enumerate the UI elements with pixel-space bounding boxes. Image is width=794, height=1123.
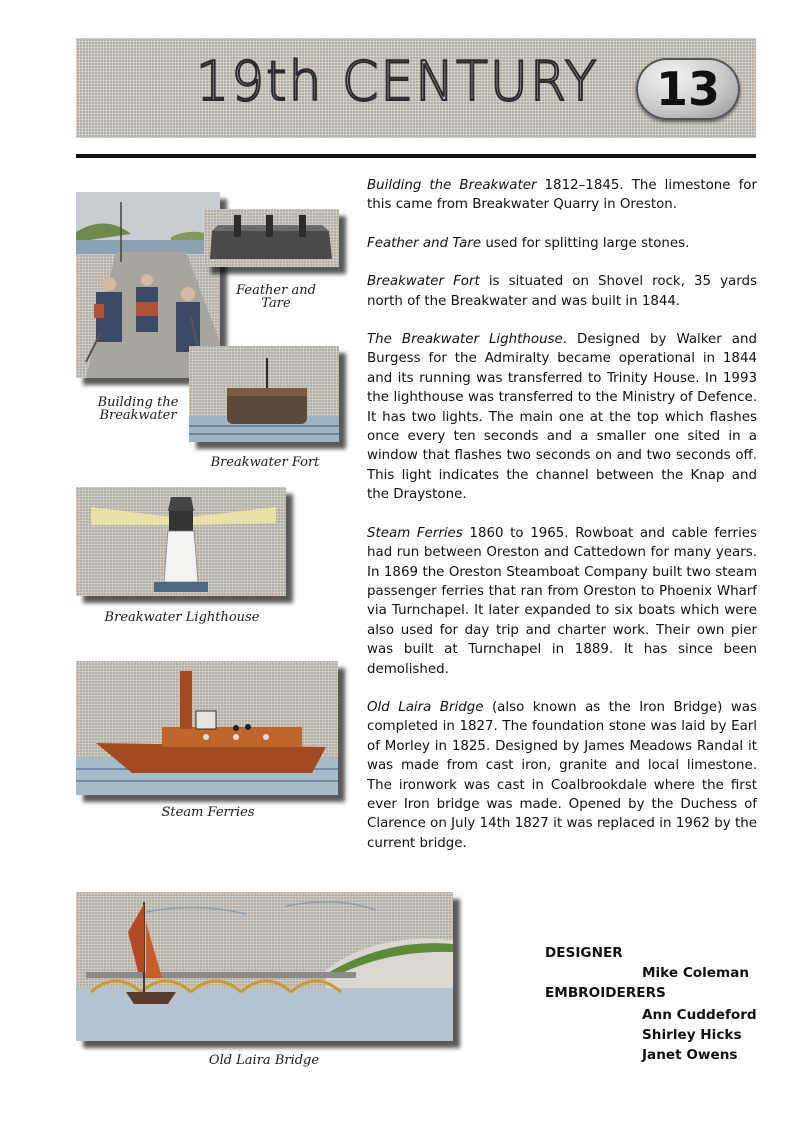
page-title: 19th CENTURY	[196, 50, 599, 114]
article-text	[367, 176, 757, 872]
caption-line: Building the	[97, 395, 179, 410]
paragraph-title: Breakwater Fort	[367, 274, 480, 290]
paragraph-title: Old Laira Bridge	[367, 699, 484, 715]
caption-breakwater-fort: Breakwater Fort	[210, 455, 320, 470]
paragraph-body: 1812–1845. The limestone for this came from Breakwater Quarry in Oreston.	[367, 178, 757, 213]
paragraph-body: is situated on Shovel rock, 35 yards north of the Breakwater and was built in 1844.	[367, 274, 757, 309]
paragraph-old-laira-bridge	[367, 698, 757, 853]
designer-name: Mike Coleman	[642, 965, 750, 981]
paragraph-body: 1860 to 1965. Rowboat and cable ferries had run between Oreston and Cattedown for many years. In 1869 the Oreston Steamboat Company built two steam passenger ferries that ran from Oreston to Phoenix Wharf via Turnchapel. It later expanded to six boats which were also used for day trip and charter work. Their own pier was built at Turnchapel in 1889. It has since been demolished.	[367, 525, 758, 677]
paragraph-breakwater-lighthouse	[367, 330, 757, 505]
paragraph-title: Feather and Tare	[367, 235, 482, 251]
caption-line: Breakwater	[99, 408, 177, 423]
breakwater-lighthouse-image	[76, 487, 286, 596]
old-laira-bridge-image	[76, 892, 453, 1041]
embroiderer-name: Janet Owens	[642, 1047, 738, 1063]
paragraph-building-breakwater	[367, 176, 757, 215]
paragraph-steam-ferries	[367, 524, 757, 679]
paragraph-body: (also known as the Iron Bridge) was completed in 1827. The foundation stone was laid by Earl of Morley in 1825. Designed by James Meadows Randal it was made from cast iron, granite and local limestone. The ironwork was cast in Coalbrookdale where the first ever Iron bridge was made. Opened by the Duchess of Clarence on July 14th 1827 it was replaced in 1962 by the current bridge.	[367, 699, 757, 851]
paragraph-title: The Breakwater Lighthouse	[367, 332, 563, 348]
page-number-badge: 13	[636, 58, 740, 120]
caption-breakwater-lighthouse: Breakwater Lighthouse	[104, 610, 260, 625]
feather-tare-image	[204, 209, 339, 267]
caption-line: Feather and	[236, 283, 316, 298]
embroiderer-name: Ann Cuddeford	[642, 1007, 757, 1023]
paragraph-feather-tare	[367, 234, 757, 253]
paragraph-title: Steam Ferries	[367, 525, 463, 541]
paragraph-title: Building the Breakwater	[367, 178, 537, 193]
caption-line: Tare	[261, 296, 291, 311]
embroiderer-name: Shirley Hicks	[642, 1027, 742, 1043]
paragraph-breakwater-fort	[367, 272, 757, 311]
embroiderers-label: EMBROIDERERS	[545, 985, 666, 1001]
breakwater-fort-image	[189, 346, 339, 442]
caption-old-laira-bridge: Old Laira Bridge	[208, 1053, 320, 1068]
caption-steam-ferries: Steam Ferries	[161, 805, 255, 820]
paragraph-body: used for splitting large stones.	[481, 235, 690, 251]
designer-label: DESIGNER	[545, 945, 623, 961]
steam-ferries-image	[76, 661, 338, 795]
header-divider	[76, 154, 756, 158]
header-banner	[76, 38, 756, 138]
paragraph-body: . Designed by Walker and Burgess for the Admiralty became operational in 1844 and its running was transferred to Trinity House. In 1993 the lighthouse was transferred to the Ministry of Defence. It has two lights. The main one at the top which flashes once every ten seconds and a smaller one sited in a window that flashes two seconds on and two seconds off. This light indicates the channel between the Knap and the Draystone.	[367, 332, 758, 503]
caption-feather-tare	[226, 284, 326, 310]
caption-building-breakwater	[86, 396, 190, 422]
